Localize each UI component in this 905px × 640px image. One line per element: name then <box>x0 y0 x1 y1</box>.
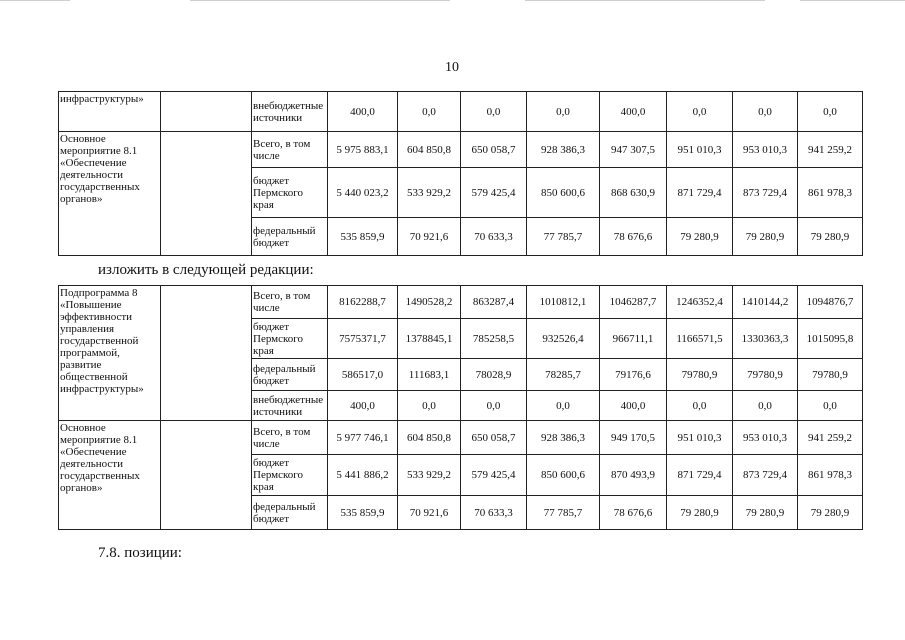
value-cell: 1046287,7 <box>600 286 667 319</box>
value-cell: 868 630,9 <box>600 168 667 218</box>
value-cell: 400,0 <box>328 92 398 132</box>
value-cell: 5 977 746,1 <box>328 421 398 455</box>
table-row <box>59 132 863 168</box>
table-row <box>59 421 863 455</box>
value-cell: 949 170,5 <box>600 421 667 455</box>
value-cell: 604 850,8 <box>398 421 461 455</box>
instruction-text: изложить в следующей редакции: <box>98 262 314 278</box>
value-cell: 785258,5 <box>461 319 527 359</box>
table-row <box>59 92 863 132</box>
value-cell: 928 386,3 <box>527 132 600 168</box>
value-cell: 79780,9 <box>667 359 733 391</box>
value-cell: 941 259,2 <box>798 421 863 455</box>
value-cell: 873 729,4 <box>733 168 798 218</box>
value-cell: 79780,9 <box>798 359 863 391</box>
scan-edge-line <box>800 0 905 1</box>
source-label: бюджет Пермского края <box>252 319 328 359</box>
value-cell: 79 280,9 <box>798 218 863 256</box>
source-label: бюджет Пермского края <box>252 455 328 496</box>
page-number: 10 <box>445 60 459 75</box>
value-cell: 533 929,2 <box>398 168 461 218</box>
value-cell: 0,0 <box>398 92 461 132</box>
value-cell: 863287,4 <box>461 286 527 319</box>
value-cell: 1246352,4 <box>667 286 733 319</box>
value-cell: 78028,9 <box>461 359 527 391</box>
value-cell: 951 010,3 <box>667 421 733 455</box>
empty-cell <box>161 421 252 530</box>
source-label: федеральный бюджет <box>252 359 328 391</box>
value-cell: 78 676,6 <box>600 496 667 530</box>
empty-cell <box>161 286 252 421</box>
value-cell: 78 676,6 <box>600 218 667 256</box>
value-cell: 79 280,9 <box>733 496 798 530</box>
value-cell: 861 978,3 <box>798 168 863 218</box>
value-cell: 0,0 <box>733 391 798 421</box>
value-cell: 579 425,4 <box>461 168 527 218</box>
value-cell: 1015095,8 <box>798 319 863 359</box>
value-cell: 400,0 <box>328 391 398 421</box>
value-cell: 871 729,4 <box>667 168 733 218</box>
scan-edge-line <box>190 0 450 1</box>
source-label: федеральный бюджет <box>252 496 328 530</box>
source-label: Всего, в том числе <box>252 421 328 455</box>
value-cell: 79 280,9 <box>798 496 863 530</box>
value-cell: 951 010,3 <box>667 132 733 168</box>
value-cell: 947 307,5 <box>600 132 667 168</box>
value-cell: 861 978,3 <box>798 455 863 496</box>
value-cell: 932526,4 <box>527 319 600 359</box>
top-table <box>58 91 863 256</box>
value-cell: 70 633,3 <box>461 496 527 530</box>
value-cell: 871 729,4 <box>667 455 733 496</box>
value-cell: 5 975 883,1 <box>328 132 398 168</box>
source-label: Всего, в том числе <box>252 286 328 319</box>
value-cell: 0,0 <box>798 391 863 421</box>
value-cell: 70 921,6 <box>398 218 461 256</box>
value-cell: 5 441 886,2 <box>328 455 398 496</box>
value-cell: 79780,9 <box>733 359 798 391</box>
value-cell: 870 493,9 <box>600 455 667 496</box>
value-cell: 0,0 <box>398 391 461 421</box>
value-cell: 850 600,6 <box>527 168 600 218</box>
value-cell: 111683,1 <box>398 359 461 391</box>
value-cell: 5 440 023,2 <box>328 168 398 218</box>
value-cell: 79 280,9 <box>733 218 798 256</box>
value-cell: 1490528,2 <box>398 286 461 319</box>
value-cell: 1166571,5 <box>667 319 733 359</box>
value-cell: 0,0 <box>461 391 527 421</box>
source-label: бюджет Пермского края <box>252 168 328 218</box>
value-cell: 650 058,7 <box>461 421 527 455</box>
value-cell: 941 259,2 <box>798 132 863 168</box>
value-cell: 400,0 <box>600 391 667 421</box>
value-cell: 1378845,1 <box>398 319 461 359</box>
value-cell: 650 058,7 <box>461 132 527 168</box>
value-cell: 70 921,6 <box>398 496 461 530</box>
row-name: Основное мероприятие 8.1 «Обеспечение деятельности государственных органов» <box>59 132 161 256</box>
value-cell: 0,0 <box>461 92 527 132</box>
value-cell: 1010812,1 <box>527 286 600 319</box>
empty-cell <box>161 92 252 132</box>
value-cell: 0,0 <box>527 92 600 132</box>
value-cell: 0,0 <box>667 92 733 132</box>
source-label: федеральный бюджет <box>252 218 328 256</box>
value-cell: 873 729,4 <box>733 455 798 496</box>
source-label: Всего, в том числе <box>252 132 328 168</box>
value-cell: 1094876,7 <box>798 286 863 319</box>
row-name: Подпрограмма 8 «Повышение эффективности управления государственной программой, развитие общественной инфраструктуры» <box>59 286 161 421</box>
value-cell: 533 929,2 <box>398 455 461 496</box>
value-cell: 966711,1 <box>600 319 667 359</box>
value-cell: 850 600,6 <box>527 455 600 496</box>
value-cell: 400,0 <box>600 92 667 132</box>
value-cell: 586517,0 <box>328 359 398 391</box>
value-cell: 79176,6 <box>600 359 667 391</box>
value-cell: 1410144,2 <box>733 286 798 319</box>
value-cell: 579 425,4 <box>461 455 527 496</box>
value-cell: 928 386,3 <box>527 421 600 455</box>
row-name: Основное мероприятие 8.1 «Обеспечение деятельности государственных органов» <box>59 421 161 530</box>
value-cell: 0,0 <box>527 391 600 421</box>
row-name: инфраструктуры» <box>59 92 161 132</box>
value-cell: 77 785,7 <box>527 218 600 256</box>
value-cell: 953 010,3 <box>733 421 798 455</box>
value-cell: 7575371,7 <box>328 319 398 359</box>
value-cell: 79 280,9 <box>667 496 733 530</box>
value-cell: 604 850,8 <box>398 132 461 168</box>
value-cell: 535 859,9 <box>328 218 398 256</box>
value-cell: 0,0 <box>667 391 733 421</box>
value-cell: 0,0 <box>733 92 798 132</box>
value-cell: 535 859,9 <box>328 496 398 530</box>
source-label: внебюджетные источники <box>252 92 328 132</box>
value-cell: 77 785,7 <box>527 496 600 530</box>
scan-edge-line <box>0 0 70 1</box>
section-heading: 7.8. позиции: <box>98 545 182 561</box>
value-cell: 953 010,3 <box>733 132 798 168</box>
value-cell: 70 633,3 <box>461 218 527 256</box>
value-cell: 8162288,7 <box>328 286 398 319</box>
value-cell: 1330363,3 <box>733 319 798 359</box>
scan-edge-line <box>525 0 765 1</box>
bottom-table <box>58 285 863 530</box>
table-row <box>59 286 863 319</box>
empty-cell <box>161 132 252 256</box>
value-cell: 0,0 <box>798 92 863 132</box>
value-cell: 78285,7 <box>527 359 600 391</box>
source-label: внебюджетные источники <box>252 391 328 421</box>
value-cell: 79 280,9 <box>667 218 733 256</box>
